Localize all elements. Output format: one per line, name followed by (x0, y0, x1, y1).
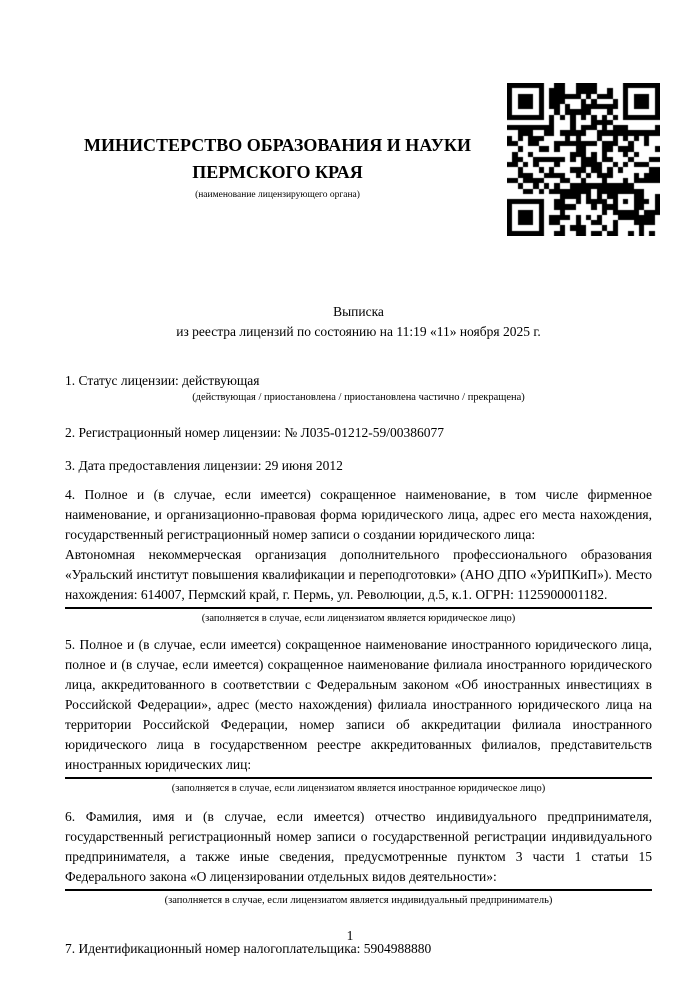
page-number: 1 (346, 928, 354, 943)
item-4-legal-entity-value: Автономная некоммерческая организация дополнительного профессионального образования «Уральский институт повышения квалификации и переподготовки» (АНО ДПО «УрИПКиП»). Место нахождения: 614007, Пермский край, г. Пермь, ул. Революции, д.5, к.1. ОГРН: 1125900001182. (65, 547, 652, 602)
qr-code (507, 83, 660, 236)
item-5-foreign-entity-label: 5. Полное и (в случае, если имеется) сокращенное наименование иностранного юридического лица, полное и (в случае, если имеется) сокращенное наименование филиала иностранного юридического лица, аккредитованного в соответствии с Федеральным законом «Об иностранных инвестициях в Российской Федерации», адрес (место нахождения) филиала иностранного юридического лица на территории Российской Федерации, номер записи об аккредитации филиала иностранного юридического лица в государственном реестре аккредитованных филиалов, представительств иностранных юридических лиц: (65, 637, 652, 772)
item-4-legal-entity-label: 4. Полное и (в случае, если имеется) сокращенное наименование, в том числе фирменное наименование, и организационно-правовая форма юридического лица, адрес его места нахождения, государственный регистрационный номер записи о создании юридического лица: (65, 487, 652, 542)
item-6-entrepreneur-section (65, 807, 652, 907)
title-line1: Выписка (333, 304, 384, 319)
item-4-legal-entity-section (65, 485, 652, 625)
fill-in-line (65, 775, 652, 779)
issuing-authority-header (65, 132, 490, 202)
item-7-taxpayer-id: 7. Идентификационный номер налогоплательщика: 5904988880 (65, 941, 432, 956)
authority-name-line2: ПЕРМСКОГО КРАЯ (192, 162, 363, 182)
item-1-caption: (действующая / приостановлена / приостановлена частично / прекращена) (192, 392, 525, 403)
authority-caption: (наименование лицензирующего органа) (195, 190, 360, 200)
item-1-license-status: 1. Статус лицензии: действующая (65, 373, 260, 388)
authority-name-line1: МИНИСТЕРСТВО ОБРАЗОВАНИЯ И НАУКИ (84, 135, 471, 155)
document-title (65, 302, 652, 342)
fill-in-line (65, 887, 652, 891)
item-4-caption: (заполняется в случае, если лицензиатом является юридическое лицо) (201, 613, 516, 624)
item-6-caption: (заполняется в случае, если лицензиатом является индивидуальный предприниматель) (164, 895, 553, 906)
item-5-foreign-entity-section (65, 635, 652, 795)
title-line2: из реестра лицензий по состоянию на 11:19 «11» ноября 2025 г. (176, 324, 541, 339)
item-6-entrepreneur-label: 6. Фамилия, имя и (в случае, если имеется) отчество индивидуального предпринимателя, государственный регистрационный номер записи о государственной регистрации индивидуального предпринимателя, а также иные сведения, предусмотренные пунктом 3 части 1 статьи 15 Федерального закона «О лицензировании отдельных видов деятельности»: (65, 809, 652, 884)
item-2-registration-number: 2. Регистрационный номер лицензии: № Л035-01212-59/00386077 (65, 425, 445, 440)
item-3-grant-date: 3. Дата предоставления лицензии: 29 июня 2012 (65, 458, 343, 473)
fill-in-line (65, 605, 652, 609)
item-5-caption: (заполняется в случае, если лицензиатом является иностранное юридическое лицо) (171, 783, 546, 794)
